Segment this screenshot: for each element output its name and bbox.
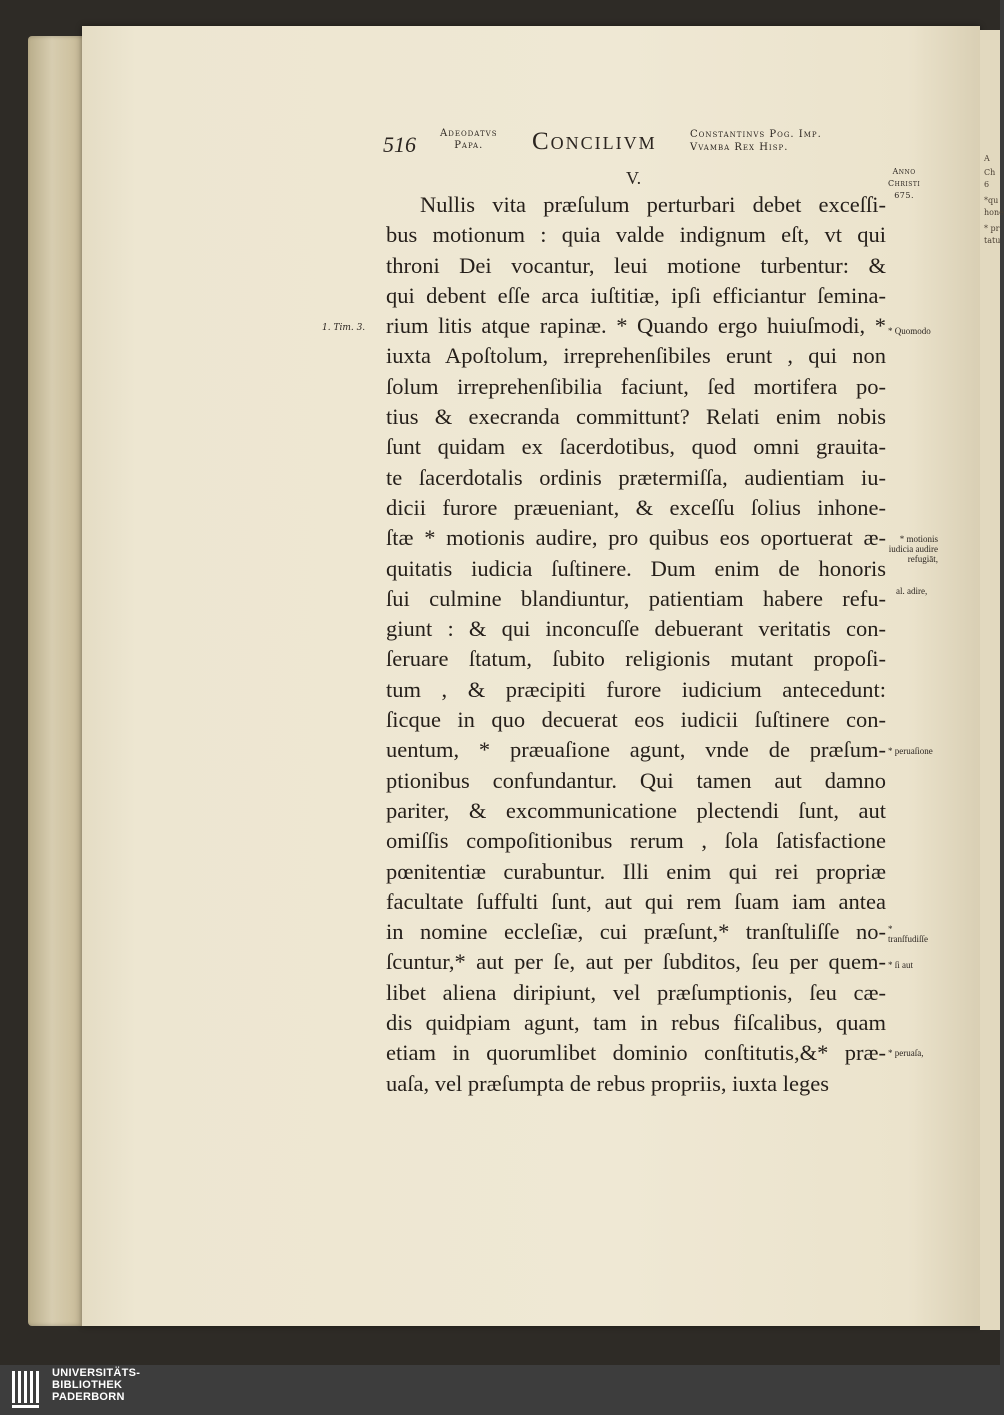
text-line: uentum, * præuaſione agunt, vnde de præſum- [386, 737, 886, 763]
text-line: omiſſis compoſitionibus rerum , ſola ſatisfactione [386, 828, 886, 854]
margin-note: al. adire, [896, 586, 928, 596]
text-line: ſtæ * motionis audire, pro quibus eos oportuerat æ- [386, 525, 886, 551]
text-line: Nullis vita præſulum perturbari debet exceſſi- [420, 192, 886, 217]
text-line: ſcuntur,* aut per ſe, aut per ſubditos, ſeu per quem- [386, 949, 886, 975]
text-line: ptionibus confundantur. Qui tamen aut damno [386, 767, 886, 793]
next-page-fragment: 6 [984, 180, 990, 189]
section-number: V. [626, 168, 642, 188]
christi-label: Christi [888, 179, 921, 188]
text-line: quitatis iudicia ſuſtinere. Dum enim de honoris [386, 555, 886, 581]
text-line: iuxta Apoſtolum, irreprehenſibiles erunt , qui non [386, 343, 886, 369]
next-page-fragment: A [984, 154, 990, 163]
text-line: tum , & præcipiti furore iudicium antecedunt: [386, 676, 886, 702]
text-line: libet aliena diripiunt, vel præſumptionis, ſeu cæ- [386, 979, 886, 1005]
margin-note: * motionis iudicia audire refugiāt, [888, 534, 938, 564]
text-line: etiam in quorumlibet dominio conſtitutis,&* præ- [386, 1040, 886, 1066]
anno-christi [888, 166, 920, 202]
pope-title: Papa. [454, 140, 484, 151]
text-line: uaſa, vel præſumpta de rebus propriis, iuxta leges [386, 1070, 830, 1096]
margin-note: * peruaſa, [888, 1048, 924, 1058]
text-line: dis quidpiam agunt, tam in rebus fiſcalibus, quam [386, 1010, 886, 1036]
text-line: ſolum irreprehenſibilia faciunt, ſed mortifera po- [386, 373, 886, 399]
next-page-fragment: Ch [984, 168, 996, 177]
body-text [386, 190, 886, 1099]
book-page-edges [28, 36, 88, 1326]
margin-note: * peruaſione [888, 746, 933, 756]
emperor-heading [690, 128, 822, 154]
library-logo-icon [10, 1369, 44, 1411]
next-page-fragment: tatu [984, 236, 1001, 245]
text-line: ſicque in quo decuerat eos iudicii ſuſtinere con- [386, 707, 886, 733]
text-line: ſunt quidam ex ſacerdotibus, quod omni grauita- [386, 434, 886, 460]
anno-label: Anno [892, 167, 916, 176]
page-number: 516 [383, 132, 416, 157]
text-line: bus motionum : quia valde indignum eſt, vt qui [386, 222, 886, 248]
scripture-reference: 1. Tim. 3. [322, 323, 366, 333]
library-name [52, 1367, 140, 1403]
library-footer-bar [0, 1365, 1000, 1415]
text-line: tius & execranda committunt? Relati enim nobis [386, 404, 886, 430]
text-line: giunt : & qui inconcuſſe debuerant veritatis con- [386, 616, 886, 642]
next-page-fragment: *qu [984, 196, 999, 205]
text-line: dicii furore præueniant, & exceſſu ſolius inhone- [386, 494, 886, 520]
next-page-fragment: hone [984, 208, 1004, 217]
library-name-line: UNIVERSITÄTS- [52, 1367, 141, 1379]
king-line: Vvamba Rex Hisp. [690, 142, 789, 153]
council-title: Concilivm [532, 128, 657, 155]
margin-note: * ſi aut [888, 960, 913, 970]
text-line: ſui culmine blandiuntur, patientiam habere refu- [386, 585, 886, 611]
text-line: ſeruare ſtatum, ſubito religionis mutant propoſi- [386, 646, 886, 672]
margin-note: * Quomodo [888, 326, 931, 336]
text-line: qui debent eſſe arca iuſtitiæ, ipſi efficiantur ſemina- [386, 282, 886, 308]
text-line: rium litis atque rapinæ. * Quando ergo huiuſmodi, * [386, 313, 886, 339]
next-page-fragment: * pr [984, 224, 1000, 233]
margin-note: * tranſfudiſſe [888, 924, 928, 944]
next-page-sliver [980, 30, 1004, 1330]
anno-year: 675. [894, 191, 915, 200]
pope-heading [440, 128, 498, 152]
library-name-line: PADERBORN [52, 1391, 125, 1403]
text-line: pariter, & excommunicatione plectendi ſunt, aut [386, 797, 886, 823]
text-line: te ſacerdotalis ordinis prætermiſſa, audientiam iu- [386, 464, 886, 490]
text-line: in nomine eccleſiæ, cui præſunt,* tranſtuliſſe no- [386, 919, 886, 945]
library-name-line: BIBLIOTHEK [52, 1379, 123, 1391]
text-line: throni Dei vocantur, leui motione turbentur: & [386, 252, 886, 278]
running-header [0, 126, 1000, 166]
text-line: facultate ſuffulti ſunt, aut qui rem ſuam iam antea [386, 888, 886, 914]
pope-name: Adeodatvs [440, 128, 498, 139]
emperor-line: Constantinvs Pog. Imp. [690, 129, 822, 140]
text-line: pœnitentiæ curabuntur. Illi enim qui rei propriæ [386, 858, 886, 884]
